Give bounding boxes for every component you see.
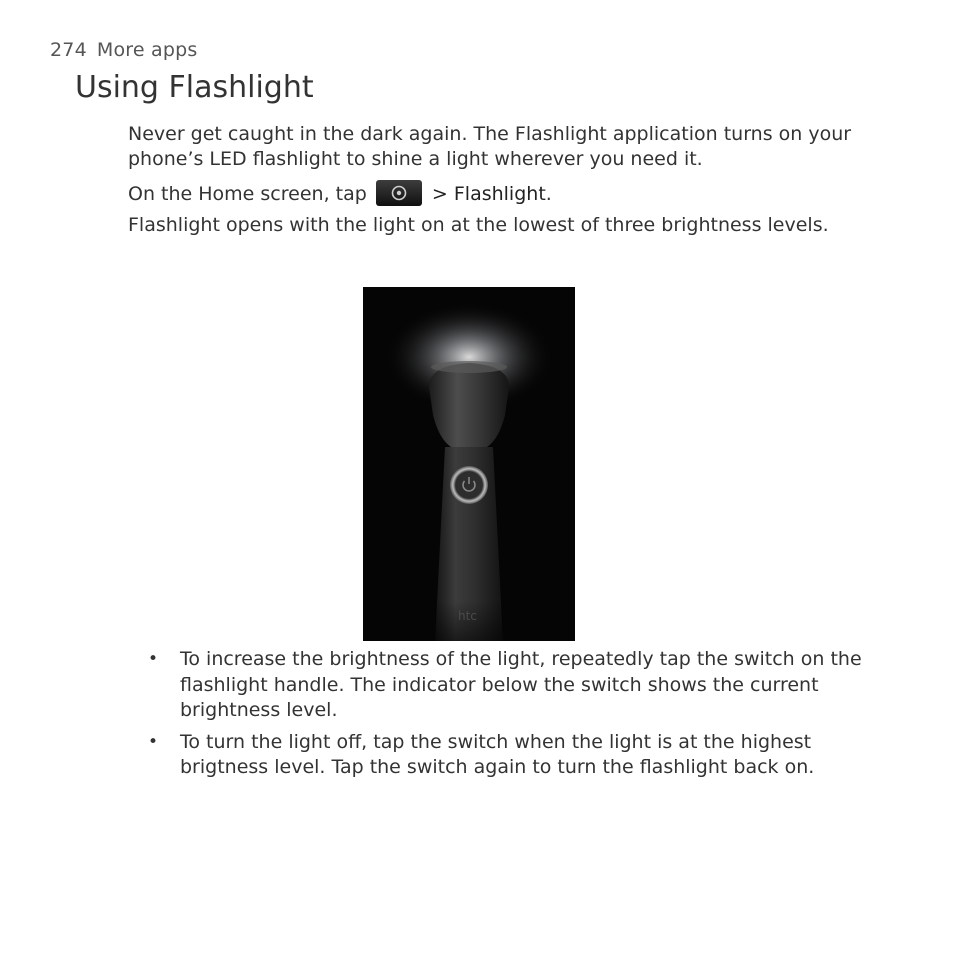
home-instruction-suffix: .: [545, 183, 552, 205]
opens-paragraph: Flashlight opens with the light on at the lowest of three brightness levels.: [128, 214, 829, 236]
page-title: Using Flashlight: [75, 70, 314, 105]
list-item: [148, 730, 878, 781]
list-item: [148, 647, 878, 724]
intro-paragraph: Never get caught in the dark again. The Flashlight application turns on your phone’s LED flashlight to shine a light wherever you need it.: [128, 123, 852, 170]
bullet-icon: •: [148, 731, 159, 752]
section-name: More apps: [96, 39, 198, 61]
tips-list: [148, 647, 878, 787]
flashlight-screenshot: [363, 287, 575, 641]
list-item-text: To increase the brightness of the light, repeatedly tap the switch on the flashlight handle. The indicator below the switch shows the current brightness level.: [180, 648, 862, 721]
bullet-icon: •: [148, 649, 159, 669]
page-header: [50, 39, 197, 61]
menu-path-flashlight: > Flashlight: [431, 183, 546, 205]
home-instruction-prefix: On the Home screen, tap: [128, 183, 367, 205]
all-apps-icon: [376, 180, 422, 206]
flashlight-illustration: [363, 287, 575, 641]
htc-logo: htc: [458, 609, 477, 623]
list-item-text: To turn the light off, tap the switch when the light is at the highest brigtness level. Tap the switch again to turn the flashlight back on.: [180, 730, 815, 778]
home-instruction: [128, 180, 873, 207]
page-number: 274: [50, 39, 87, 61]
flashlight-head: [429, 363, 509, 447]
